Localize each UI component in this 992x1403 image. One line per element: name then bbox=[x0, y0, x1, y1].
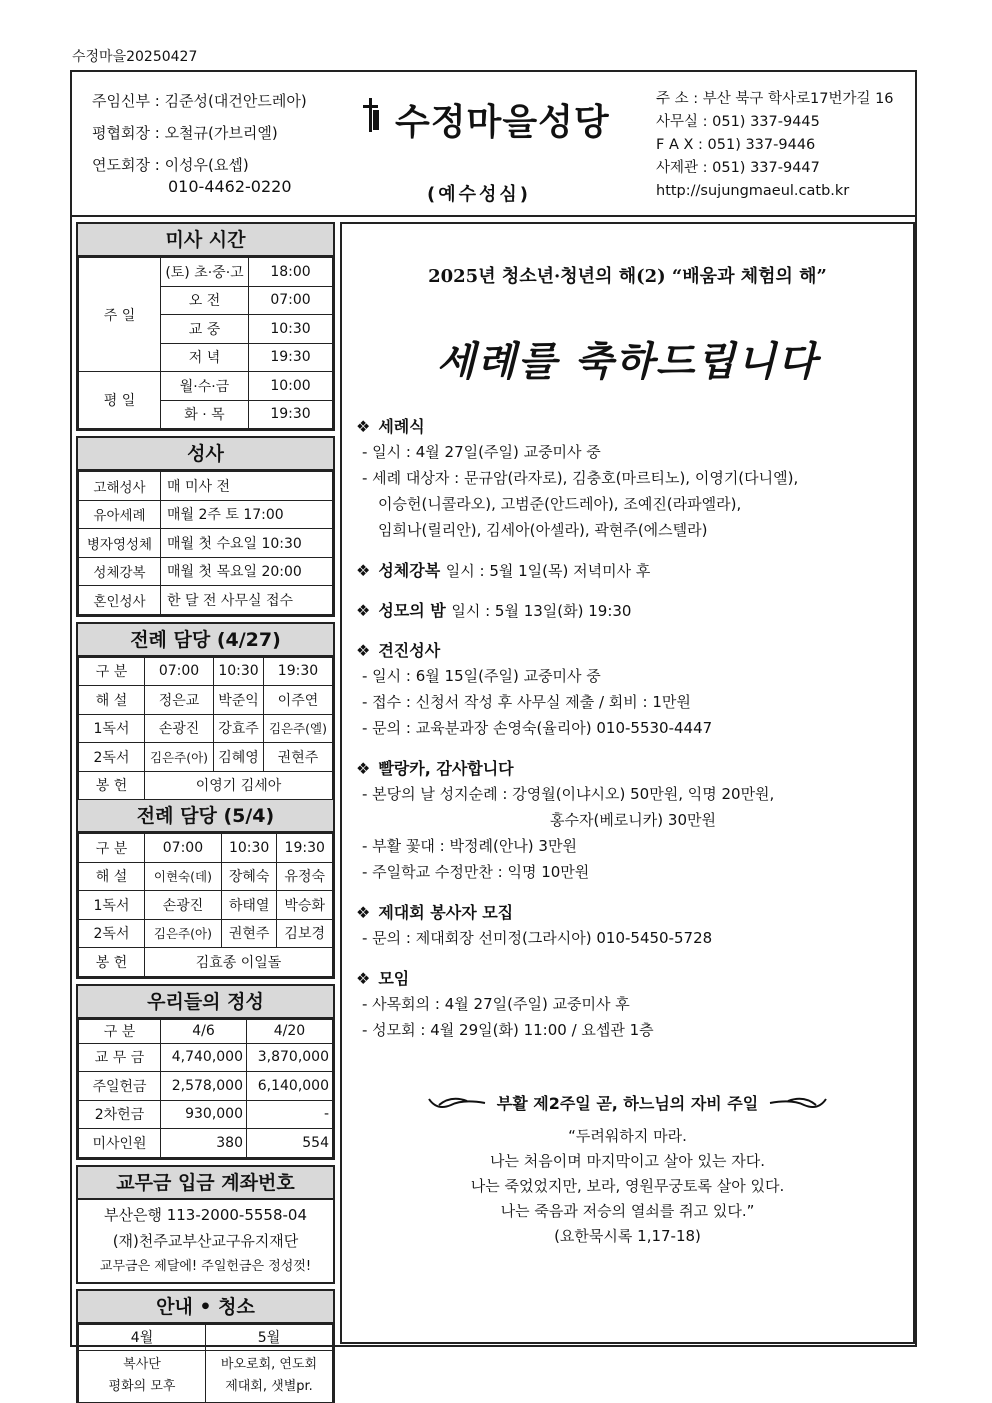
header-staff bbox=[92, 90, 307, 208]
liturgy-title-0504: 전례 담당 (5/4) bbox=[78, 800, 333, 833]
main-content bbox=[340, 222, 915, 1344]
header bbox=[72, 72, 915, 217]
account-number: 부산은행 113-2000-5558-04 bbox=[103, 1205, 308, 1224]
account-note: 교무금은 제달에! 주일헌금은 정성껏! bbox=[99, 1258, 312, 1274]
left-column bbox=[76, 222, 335, 1403]
staff-council: 평협회장 : 오철규(가브리엘) bbox=[92, 124, 278, 142]
contact-rectory: 사제관 : 051) 337-9447 bbox=[656, 160, 820, 176]
church-logo-icon bbox=[347, 96, 389, 144]
account-box bbox=[76, 1165, 335, 1284]
account-holder: (재)천주교부산교구유지재단 bbox=[112, 1231, 299, 1250]
bulletin-frame bbox=[70, 70, 917, 1394]
document-id: 수정마을20250427 bbox=[72, 49, 198, 65]
weekday-label: 평 일 bbox=[79, 372, 161, 429]
section-baptism: ❖ 세례식 - 일시 : 4월 27일(주일) 교중미사 중 - 세례 대상자 : 문규암(라자로), 김충호(마르티노), 이영기(다니엘), 이승헌(니콜라오), 고범준(안드레아), 조예진(라파엘라), 임희나(릴리안), 김세아(아셀라), 곽현주(에스텔라) bbox=[356, 417, 799, 539]
contact-office: 사무실 : 051) 337-9445 bbox=[656, 114, 820, 130]
mass-times-box bbox=[76, 222, 335, 431]
baptism-congrats-title: 세례를 축하드립니다 bbox=[436, 339, 819, 385]
staff-priest: 주임신부 : 김준성(대건안드레아) bbox=[92, 92, 307, 110]
sunday-verse: 부활 제2주일 곧, 하느님의 자비 주일 “두려워하지 마라. 나는 처음이며 마지막이고 살아 있는 자다. 나는 죽었었지만, 보라, 영원무궁토록 살아 있다. 나는 죽음과 저승의 열쇠를 쥐고 있다.” (요한묵시록 1,17-18) bbox=[342, 1091, 913, 1249]
sunday-label: 주 일 bbox=[79, 258, 161, 372]
section-benediction: ❖ 성체강복 일시 : 5월 1일(목) 저녁미사 후 bbox=[356, 561, 651, 580]
header-contacts bbox=[656, 88, 894, 203]
section-confirmation: ❖ 견진성사 - 일시 : 6월 15일(주일) 교중미사 중 - 접수 : 신청서 작성 후 사무실 제출 / 회비 : 1만원 - 문의 : 교육분과장 손영숙(율리아) 010-5530-4447 bbox=[356, 641, 713, 737]
notice-title: 안내 • 청소 bbox=[78, 1291, 333, 1324]
offering-table: 구 분 4/6 4/20 교 무 금 4,740,000 3,870,000 주일헌금 2,578,000 6,140,000 2차헌금 930,000 - 미사인원 380 554 bbox=[78, 1019, 333, 1158]
contact-website[interactable]: http://sujungmaeul.catb.kr bbox=[656, 183, 850, 199]
staff-requiem: 연도회장 : 이성우(요셉) bbox=[92, 156, 249, 174]
liturgy-title-0427: 전례 담당 (4/27) bbox=[78, 624, 333, 657]
verse-title: 부활 제2주일 곧, 하느님의 자비 주일 bbox=[496, 1094, 759, 1113]
section-altar-volunteer: ❖ 제대회 봉사자 모집 - 문의 : 제대회장 선미정(그라시아) 010-5450-5728 bbox=[356, 903, 713, 947]
contact-address: 주 소 : 부산 북구 학사로17번가길 16 bbox=[656, 91, 894, 107]
sacrament-table: 고해성사 매 미사 전 유아세례 매월 2주 토 17:00 병자영성체 매월 첫 수요일 10:30 성체강복 매월 첫 목요일 20:00 혼인성사 한 달 전 사무실 접수 bbox=[78, 471, 333, 615]
liturgy-table-0427: 구 분 07:00 10:30 19:30 해 설 정은교 박준익 이주연 1독서 손광진 강효주 김은주(엘) 2독서 김은주(아) 김혜영 권현주 봉 헌 이영기 김세아 bbox=[78, 657, 333, 801]
ornament-right-icon bbox=[768, 1093, 828, 1113]
year-theme-title: 2025년 청소년·청년의 해(2) “배움과 체험의 해” bbox=[428, 266, 827, 287]
section-mary-night: ❖ 성모의 밤 일시 : 5월 13일(화) 19:30 bbox=[356, 601, 632, 620]
church-title bbox=[347, 94, 610, 145]
offering-box bbox=[76, 984, 335, 1160]
account-title: 교무금 입금 계좌번호 bbox=[78, 1167, 333, 1200]
section-thanks: ❖ 빨랑카, 감사합니다 - 본당의 날 성지순례 : 강영월(이냐시오) 50만원, 익명 20만원, 홍수자(베로니카) 30만원 - 부활 꽃대 : 박정례(안나) 3만원 - 주일학교 수정만찬 : 익명 10만원 bbox=[356, 759, 775, 881]
notice-table: 4월 5월 복사단 평화의 모후 바오로회, 연도회 제대회, 샛별pr. bbox=[78, 1324, 333, 1403]
sacrament-box bbox=[76, 436, 335, 617]
verse-reference: (요한묵시록 1,17-18) bbox=[554, 1227, 701, 1245]
offering-title: 우리들의 정성 bbox=[78, 986, 333, 1019]
church-subtitle: (예수성심) bbox=[427, 184, 532, 205]
mass-times-table: 주 일 (토) 초·중·고 18:00 오 전 07:00 교 중 10:30 저 녁 19:30 평 일 월·수·금 10:00 화 · 목 19:30 bbox=[78, 257, 333, 429]
sacrament-title: 성사 bbox=[78, 438, 333, 471]
mass-times-title: 미사 시간 bbox=[78, 224, 333, 257]
contact-fax: F A X : 051) 337-9446 bbox=[656, 137, 816, 153]
liturgy-table-0504: 구 분 07:00 10:30 19:30 해 설 이현숙(데) 장혜숙 유정숙 1독서 손광진 하태열 박승화 2독서 김은주(아) 권현주 김보경 봉 헌 김효종 이일돌 bbox=[78, 833, 333, 977]
staff-phone: 010-4462-0220 bbox=[168, 177, 292, 196]
notice-box bbox=[76, 1289, 335, 1403]
ornament-left-icon bbox=[427, 1093, 487, 1113]
liturgy-box bbox=[76, 622, 335, 979]
section-meeting: ❖ 모임 - 사목회의 : 4월 27일(주일) 교중미사 후 - 성모회 : 4월 29일(화) 11:00 / 요셉관 1층 bbox=[356, 969, 654, 1039]
church-name: 수정마을성당 bbox=[395, 102, 610, 143]
